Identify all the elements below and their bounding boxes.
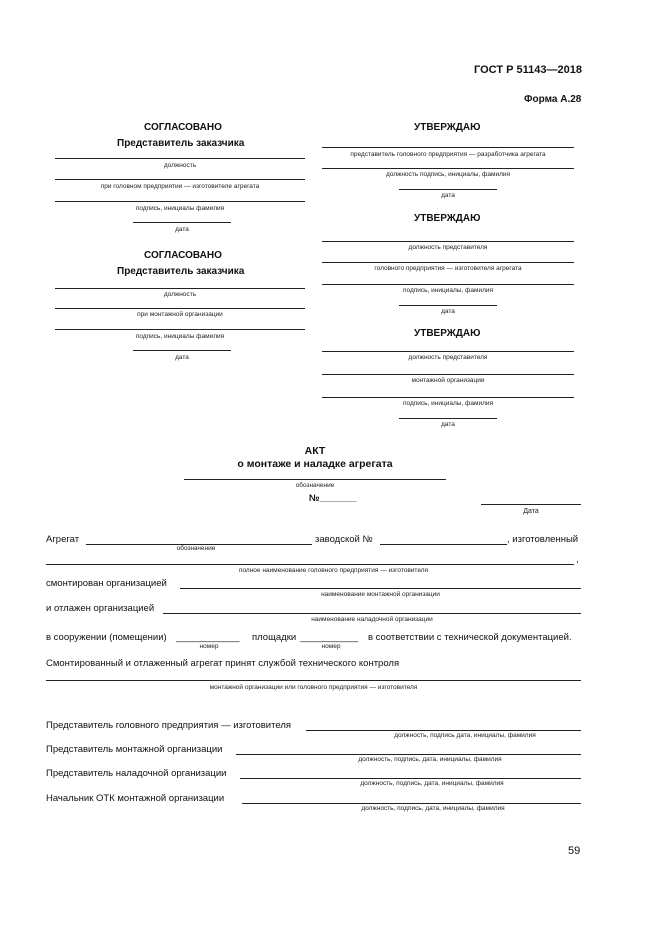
signature-cap-4: должность, подпись, дата, инициалы, фамилия xyxy=(361,805,505,812)
left2-cap2: при монтажной организации xyxy=(137,311,223,318)
right1-line2[interactable] xyxy=(322,168,574,169)
right2-cap4: дата xyxy=(441,308,455,315)
building-blank[interactable]: ____________ xyxy=(176,632,240,643)
aggregate-cap: обозначение xyxy=(176,545,216,552)
right3-cap2: монтажной организации xyxy=(411,377,485,384)
right2-line4[interactable] xyxy=(399,305,497,306)
left1-cap3: подпись, инициалы фамилия xyxy=(135,205,225,212)
left2-cap3: подпись, инициалы фамилия xyxy=(135,333,225,340)
standard-number: ГОСТ Р 51143—2018 xyxy=(474,64,582,76)
right1-cap3: дата xyxy=(441,192,455,199)
signature-cap-3: должность, подпись, дата, инициалы, фамилия xyxy=(360,780,504,787)
left2-line1[interactable] xyxy=(55,288,305,289)
signature-cap-1: должность, подпись дата, инициалы, фамилия xyxy=(394,732,536,739)
adjusted-label: и отлажен организацией xyxy=(46,603,155,614)
right2-line2[interactable] xyxy=(322,262,574,263)
signature-label-4: Начальник ОТК монтажной организации xyxy=(46,793,225,804)
left1-subtitle: Представитель заказчика xyxy=(117,138,245,149)
aggregate-label: Агрегат xyxy=(46,534,80,545)
act-designation-line[interactable] xyxy=(184,479,446,480)
act-date-cap: Дата xyxy=(523,508,539,515)
adjusted-line[interactable] xyxy=(163,613,581,614)
left1-cap4: дата xyxy=(175,226,189,233)
signature-line-3[interactable] xyxy=(240,778,581,779)
right1-cap1: представитель головного предприятия — разработчика агрегата xyxy=(350,151,546,158)
right3-cap4: дата xyxy=(441,421,455,428)
left2-subtitle: Представитель заказчика xyxy=(117,266,245,277)
right2-line1[interactable] xyxy=(322,241,574,242)
left2-line3[interactable] xyxy=(55,329,305,330)
mounted-label: смонтирован организацией xyxy=(46,578,167,589)
made-label: , изготовленный xyxy=(507,534,579,545)
act-designation-cap: обозначение xyxy=(295,482,335,489)
left2-cap1: должность xyxy=(163,291,197,298)
mounted-cap: наименование монтажной организации xyxy=(321,591,440,598)
right2-cap2: головного предприятия — изготовителя агрегата xyxy=(374,265,522,272)
left1-line2[interactable] xyxy=(55,179,305,180)
left1-cap2: при головном предприятии — изготовителе агрегата xyxy=(100,183,260,190)
right3-cap1: должность представителя xyxy=(408,354,488,361)
left2-cap4: дата xyxy=(175,354,189,361)
full-name-line[interactable] xyxy=(46,564,574,565)
accepted-line[interactable] xyxy=(46,680,581,681)
adjusted-cap: наименование наладочной организации xyxy=(311,616,433,623)
page-number: 59 xyxy=(568,845,581,857)
number-cap-building: номер xyxy=(199,643,219,650)
form-number: Форма А.28 xyxy=(524,94,582,105)
right1-line1[interactable] xyxy=(322,147,574,148)
right3-title: УТВЕРЖДАЮ xyxy=(414,328,481,339)
left1-line3[interactable] xyxy=(55,201,305,202)
left2-title: СОГЛАСОВАНО xyxy=(144,250,222,261)
right1-title: УТВЕРЖДАЮ xyxy=(414,122,481,133)
accepted-label: Смонтированный и отлаженный агрегат принят службой технического контроля xyxy=(46,658,400,669)
right3-line4[interactable] xyxy=(399,418,497,419)
signature-cap-2: должность, подпись, дата, инициалы, фамилия xyxy=(358,756,502,763)
mounted-line[interactable] xyxy=(180,588,581,589)
act-subtitle: о монтаже и наладке агрегата xyxy=(237,458,393,470)
right3-cap3: подпись, инициалы, фамилия xyxy=(402,400,494,407)
left1-cap1: должность xyxy=(163,162,197,169)
left2-line2[interactable] xyxy=(55,308,305,309)
full-name-cap: полное наименование головного предприятия — изготовителя xyxy=(238,567,429,574)
number-cap-site: номер xyxy=(321,643,341,650)
signature-line-4[interactable] xyxy=(242,803,581,804)
act-title: АКТ xyxy=(304,445,326,457)
left2-line4[interactable] xyxy=(133,350,231,351)
signature-label-2: Представитель монтажной организации xyxy=(46,744,223,755)
right2-cap3: подпись, инициалы, фамилия xyxy=(402,287,494,294)
right2-line3[interactable] xyxy=(322,284,574,285)
left1-line4[interactable] xyxy=(133,222,231,223)
signature-label-3: Представитель наладочной организации xyxy=(46,768,227,779)
trailing-comma: , xyxy=(576,554,579,565)
right1-line3[interactable] xyxy=(399,189,497,190)
act-number[interactable]: №_______ xyxy=(309,493,357,504)
signature-label-1: Представитель головного предприятия — изготовителя xyxy=(46,720,292,731)
building-label: в сооружении (помещении) xyxy=(46,632,167,643)
left1-title: СОГЛАСОВАНО xyxy=(144,122,222,133)
right2-title: УТВЕРЖДАЮ xyxy=(414,213,481,224)
right3-line2[interactable] xyxy=(322,374,574,375)
signature-line-2[interactable] xyxy=(236,754,581,755)
act-date-line[interactable] xyxy=(481,504,581,505)
left1-line1[interactable] xyxy=(55,158,305,159)
right3-line1[interactable] xyxy=(322,351,574,352)
compliance-label: в соответствии с технической документацией. xyxy=(368,632,572,643)
right3-line3[interactable] xyxy=(322,397,574,398)
factory-label: заводской № xyxy=(315,534,373,545)
right1-cap2: должность подпись, инициалы, фамилия xyxy=(385,171,511,178)
site-blank[interactable]: ___________ xyxy=(300,632,359,643)
accepted-cap: монтажной организации или головного предприятия — изготовителя xyxy=(209,684,418,691)
site-label: площадки xyxy=(252,632,297,643)
signature-line-1[interactable] xyxy=(306,730,581,731)
factory-line[interactable] xyxy=(380,544,507,545)
right2-cap1: должность представителя xyxy=(408,244,488,251)
